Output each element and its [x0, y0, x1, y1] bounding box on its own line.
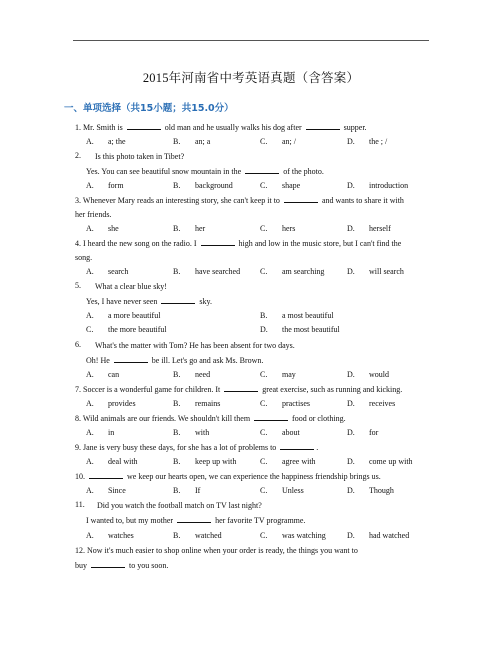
option-text: in	[108, 428, 115, 437]
option-text: B.	[173, 531, 181, 540]
option-text: a more beautiful	[108, 311, 161, 320]
option-text: the most beautiful	[282, 325, 340, 334]
option-text: B.	[260, 311, 268, 320]
question-6-number: 6.	[75, 340, 81, 349]
option-text: A.	[86, 181, 94, 190]
option-text: a most beautiful	[282, 311, 334, 320]
option-text: deal with	[108, 457, 138, 466]
option-text: A.	[86, 531, 94, 540]
question-9: 9. Jane is very busy these days, for she has a lot of problems to .	[75, 443, 319, 452]
question-4: 4. I heard the new song on the radio. I high and low in the music store, but I can't find the	[75, 239, 402, 248]
option-text: C.	[260, 370, 268, 379]
question-6-stem: What's the matter with Tom? He has been absent for two days.	[95, 341, 295, 350]
option-text: D.	[347, 224, 355, 233]
option-text: the ; /	[369, 137, 388, 146]
option-text: A.	[86, 267, 94, 276]
answer-blank	[245, 172, 279, 174]
option-text: C.	[260, 399, 268, 408]
question-11-stem: Did you watch the football match on TV last night?	[97, 501, 262, 510]
answer-blank	[177, 521, 211, 523]
answer-blank	[201, 244, 235, 246]
answer-blank	[89, 477, 123, 479]
option-text: form	[108, 181, 124, 190]
answer-blank	[91, 566, 125, 568]
option-text: background	[195, 181, 233, 190]
question-11-number: 11.	[75, 500, 85, 509]
option-text: hers	[282, 224, 296, 233]
option-text: B.	[173, 428, 181, 437]
option-text: D.	[260, 325, 268, 334]
option-text: had watched	[369, 531, 410, 540]
option-text: watches	[108, 531, 134, 540]
option-text: would	[369, 370, 389, 379]
option-text: will search	[369, 267, 404, 276]
question-1: 1. Mr. Smith is old man and he usually walks his dog after supper.	[75, 123, 367, 132]
option-text: B.	[173, 224, 181, 233]
option-text: D.	[347, 428, 355, 437]
question-2-number: 2.	[75, 151, 81, 160]
option-text: A.	[86, 399, 94, 408]
answer-blank	[114, 361, 148, 363]
question-12: 12. Now it's much easier to shop online when your order is ready, the things you want to	[75, 546, 358, 555]
option-text: receives	[369, 399, 396, 408]
option-text: for	[369, 428, 379, 437]
option-text: If	[195, 486, 201, 495]
option-text: A.	[86, 486, 94, 495]
option-text: D.	[347, 137, 355, 146]
option-text: practises	[282, 399, 310, 408]
option-text: C.	[260, 267, 268, 276]
option-text: with	[195, 428, 210, 437]
option-text: keep up with	[195, 457, 237, 466]
option-text: D.	[347, 267, 355, 276]
answer-blank	[280, 448, 314, 450]
option-text: may	[282, 370, 296, 379]
option-text: Though	[369, 486, 394, 495]
option-text: C.	[260, 181, 268, 190]
option-text: come up with	[369, 457, 413, 466]
option-text: watched	[195, 531, 222, 540]
option-text: C.	[260, 428, 268, 437]
option-text: A.	[86, 224, 94, 233]
page-title: 2015年河南省中考英语真题（含答案）	[142, 71, 360, 85]
option-text: need	[195, 370, 211, 379]
option-text: shape	[282, 181, 301, 190]
option-text: D.	[347, 370, 355, 379]
option-text: D.	[347, 457, 355, 466]
option-text: Since	[108, 486, 126, 495]
option-text: an; a	[195, 137, 211, 146]
option-text: D.	[347, 399, 355, 408]
answer-blank	[306, 128, 340, 130]
option-text: C.	[260, 224, 268, 233]
option-text: A.	[86, 137, 94, 146]
option-text: an; /	[282, 137, 296, 146]
answer-blank	[284, 201, 318, 203]
question-12-line2: buy to you soon.	[75, 561, 169, 570]
question-3: 3. Whenever Mary reads an interesting story, she can't keep it to and wants to share it with	[75, 196, 404, 205]
option-text: C.	[260, 486, 268, 495]
option-text: C.	[260, 531, 268, 540]
question-5-line2: Yes, I have never seen sky.	[86, 297, 212, 306]
option-text: she	[108, 224, 119, 233]
option-text: A.	[86, 428, 94, 437]
question-10: 10. we keep our hearts open, we can experience the happiness friendship brings us.	[75, 472, 381, 481]
option-text: can	[108, 370, 120, 379]
answer-blank	[127, 128, 161, 130]
option-text: remains	[195, 399, 221, 408]
option-text: B.	[173, 399, 181, 408]
question-11-line2: I wanted to, but my mother her favorite TV programme.	[86, 516, 306, 525]
option-text: a; the	[108, 137, 126, 146]
answer-blank	[254, 419, 288, 421]
question-6-line2: Oh! He be ill. Let's go and ask Ms. Brown.	[86, 356, 264, 365]
option-text: herself	[369, 224, 391, 233]
answer-blank	[161, 302, 195, 304]
option-text: D.	[347, 531, 355, 540]
header-rule	[73, 40, 429, 41]
answer-blank	[224, 390, 258, 392]
question-3-line2: her friends.	[75, 210, 112, 219]
question-5-number: 5.	[75, 281, 81, 290]
option-text: was watching	[282, 531, 326, 540]
option-text: A.	[86, 457, 94, 466]
option-text: B.	[173, 486, 181, 495]
option-text: B.	[173, 137, 181, 146]
option-text: provides	[108, 399, 136, 408]
section-heading: 一、单项选择（共15小题；共15.0分）	[64, 103, 234, 114]
option-text: am searching	[282, 267, 325, 276]
question-8: 8. Wild animals are our friends. We shouldn't kill them food or clothing.	[75, 414, 346, 423]
question-4-line2: song.	[75, 253, 93, 262]
question-7: 7. Soccer is a wonderful game for children. It great exercise, such as running and kicking.	[75, 385, 403, 394]
option-text: A.	[86, 370, 94, 379]
option-text: introduction	[369, 181, 409, 190]
question-5-stem: What a clear blue sky!	[95, 282, 167, 291]
option-text: B.	[173, 370, 181, 379]
option-text: C.	[86, 325, 94, 334]
option-text: her	[195, 224, 206, 233]
option-text: the more beautiful	[108, 325, 167, 334]
option-text: B.	[173, 457, 181, 466]
option-text: D.	[347, 181, 355, 190]
question-2-stem: Is this photo taken in Tibet?	[95, 152, 185, 161]
option-text: B.	[173, 267, 181, 276]
option-text: C.	[260, 137, 268, 146]
option-text: Unless	[282, 486, 304, 495]
option-text: C.	[260, 457, 268, 466]
option-text: A.	[86, 311, 94, 320]
option-text: have searched	[195, 267, 241, 276]
option-text: search	[108, 267, 129, 276]
option-text: about	[282, 428, 300, 437]
option-text: agree with	[282, 457, 316, 466]
option-text: B.	[173, 181, 181, 190]
question-2-line2: Yes. You can see beautiful snow mountain in the of the photo.	[86, 167, 324, 176]
option-text: D.	[347, 486, 355, 495]
